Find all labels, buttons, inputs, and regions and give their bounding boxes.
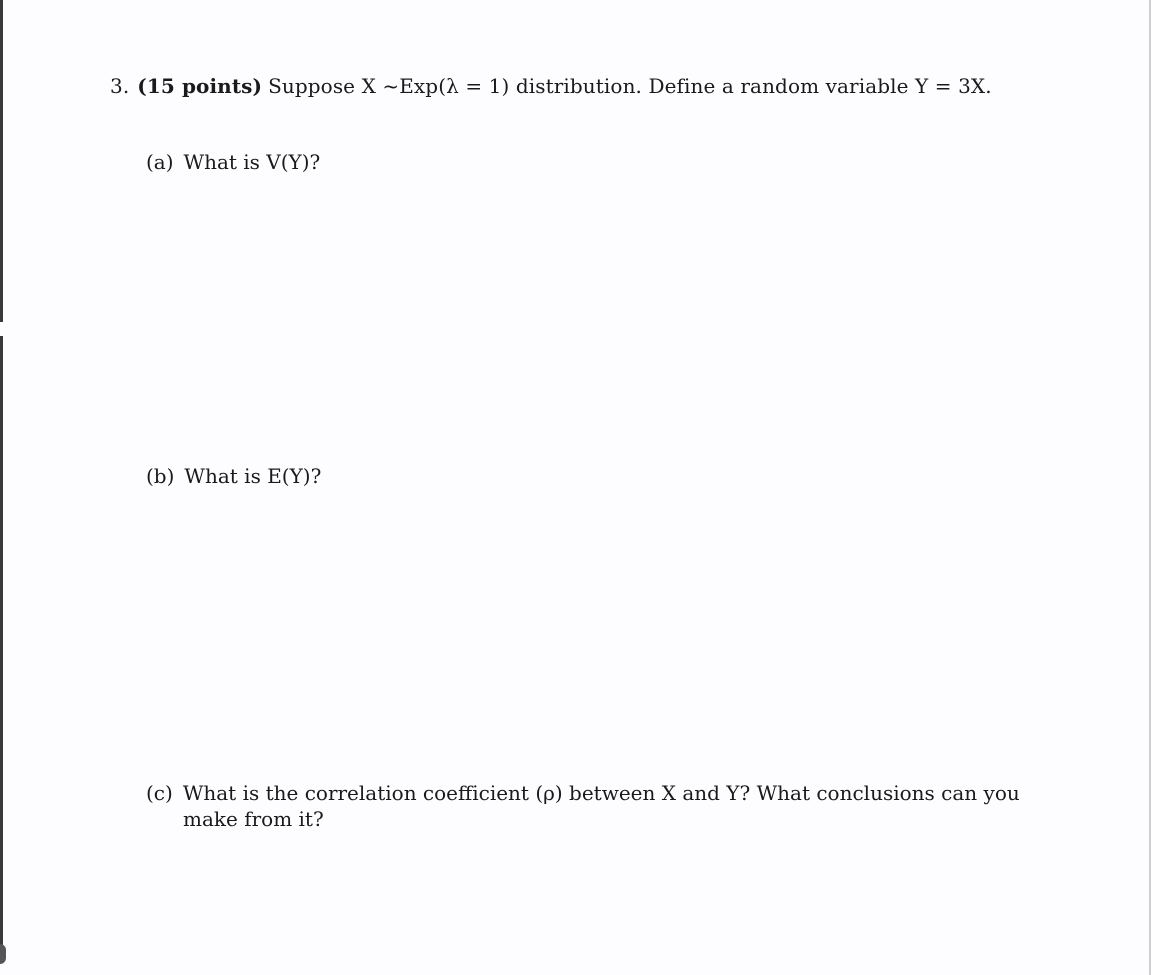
question-c-text: What is the correlation coefficient (ρ) between X and Y? What conclusions can you	[182, 781, 1020, 805]
question-c-continuation: make from it?	[183, 807, 324, 831]
question-b	[146, 464, 321, 488]
answer-space-b[interactable]	[140, 505, 1040, 765]
page-edge-left	[0, 0, 3, 322]
problem-header	[110, 74, 992, 98]
problem-statement: Suppose X ~Exp(λ = 1) distribution. Define a random variable Y = 3X.	[268, 74, 992, 98]
problem-points: (15 points)	[137, 74, 263, 98]
question-b-label: (b)	[146, 464, 175, 488]
question-c	[146, 781, 1020, 805]
question-a-label: (a)	[146, 150, 174, 174]
question-a-text: What is V(Y)?	[183, 150, 321, 174]
page-edge-left-lower	[0, 336, 3, 946]
answer-space-c[interactable]	[140, 845, 1040, 955]
page-edge-clip	[0, 944, 6, 964]
problem-number: 3.	[110, 74, 130, 98]
question-b-text: What is E(Y)?	[184, 464, 322, 488]
question-a	[146, 150, 320, 174]
answer-space-a[interactable]	[140, 190, 1040, 450]
question-c-label: (c)	[146, 781, 173, 805]
